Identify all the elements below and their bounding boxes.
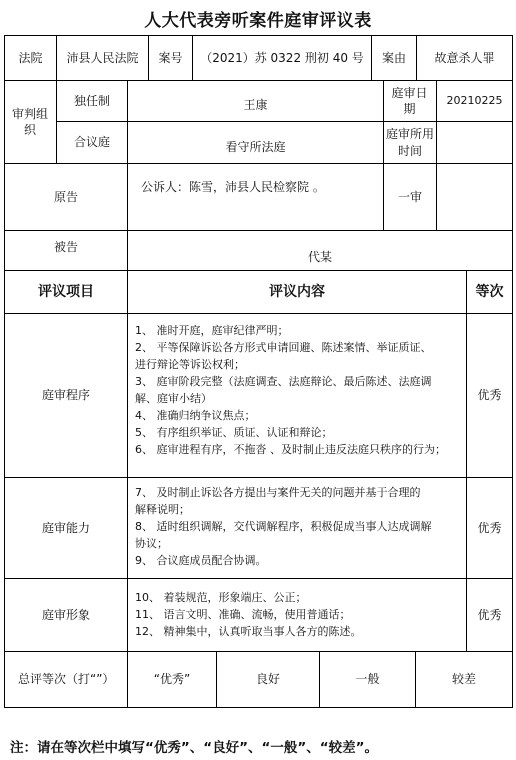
- section-procedure-grade: 优秀: [477, 388, 502, 403]
- section-procedure-name: 庭审程序: [41, 388, 90, 403]
- case-number-value: （2021）苏 0322 刑初 40 号: [200, 50, 364, 65]
- criteria-line: 协议；: [135, 537, 168, 550]
- criteria-line: 11、 语言文明、准确、流畅，使用普通话；: [135, 608, 351, 621]
- criteria-line: 4、 准确归纳争议焦点；: [135, 409, 256, 422]
- hearing-duration-label: 庭审所用时间: [386, 127, 435, 158]
- court-label: 法院: [18, 50, 43, 65]
- criteria-line: 3、 庭审阶段完整（法庭调查、法庭辩论、最后陈述、法庭调: [135, 375, 432, 388]
- criteria-line: 6、 庭审进程有序，不拖沓 、及时制止违反法庭只秩序的行为；: [135, 443, 446, 456]
- criteria-line: 5、 有序组织举证、质证、认证和辩论；: [135, 426, 333, 439]
- court-value: 沛县人民法院: [66, 50, 139, 65]
- footnote: 注：请在等次栏中填写“优秀”、“良好”、“一般”、“较差”。: [10, 740, 378, 756]
- collegial-panel-value: 看守所法庭: [225, 140, 286, 155]
- criteria-line: 解、庭审小结）: [135, 392, 212, 405]
- header-content: 评议内容: [269, 283, 325, 300]
- header-grade: 等次: [475, 283, 504, 300]
- defendant-value: 代某: [307, 250, 332, 265]
- criteria-line: 8、 适时组织调解，交代调解程序，积极促成当事人达成调解: [135, 520, 432, 533]
- overall-option-poor[interactable]: 较差: [451, 672, 476, 687]
- criteria-line: 7、 及时制止诉讼各方提出与案件无关的问题并基于合理的: [135, 486, 421, 499]
- hearing-date-label: 庭审日期: [391, 85, 428, 116]
- criteria-line: 进行辩论等诉讼权利；: [135, 358, 245, 371]
- overall-option-excellent[interactable]: “优秀”: [153, 672, 191, 687]
- section-ability-grade: 优秀: [477, 520, 502, 535]
- hearing-date-value: 20210225: [446, 93, 503, 107]
- section-ability-name: 庭审能力: [41, 520, 90, 535]
- hearing-duration-value: [437, 122, 512, 163]
- case-number-label: 案号: [158, 50, 183, 65]
- overall-option-average[interactable]: 一般: [355, 672, 380, 687]
- collegial-panel-label: 合议庭: [73, 135, 110, 150]
- criteria-line: 9、 合议庭成员配合协调。: [135, 554, 267, 567]
- plaintiff-value: 公诉人：陈雪，沛县人民检察院 。: [141, 180, 325, 194]
- sole-judge-label: 独任制: [73, 93, 110, 108]
- section-image-grade: 优秀: [477, 607, 502, 622]
- criteria-line: 解释说明；: [135, 503, 190, 516]
- defendant-label: 被告: [53, 239, 78, 254]
- case-cause-value: 故意杀人罪: [434, 50, 495, 65]
- header-item: 评议项目: [38, 283, 94, 300]
- section-ability-criteria: [135, 484, 432, 569]
- criteria-line: 1、 准时开庭，庭审纪律严明；: [135, 324, 289, 337]
- sole-judge-value: 王康: [243, 97, 268, 112]
- panel-label: 审判组织: [12, 106, 49, 137]
- overall-grade-label: 总评等次（打“”）: [18, 672, 115, 687]
- overall-option-good[interactable]: 良好: [255, 672, 280, 687]
- form-title: 人大代表旁听案件庭审评议表: [144, 11, 372, 31]
- section-image-criteria: [135, 589, 362, 640]
- criteria-line: 10、 着装规范，形象端庄、公正；: [135, 591, 307, 604]
- trial-instance: 一审: [397, 189, 422, 204]
- case-cause-label: 案由: [381, 50, 406, 65]
- criteria-line: 12、 精神集中，认真听取当事人各方的陈述。: [135, 625, 362, 638]
- criteria-line: 2、 平等保障诉讼各方形式申请回避、陈述案情、举证质证、: [135, 341, 432, 354]
- section-procedure-criteria: [135, 322, 446, 458]
- section-image-name: 庭审形象: [41, 607, 90, 622]
- plaintiff-label: 原告: [53, 189, 78, 204]
